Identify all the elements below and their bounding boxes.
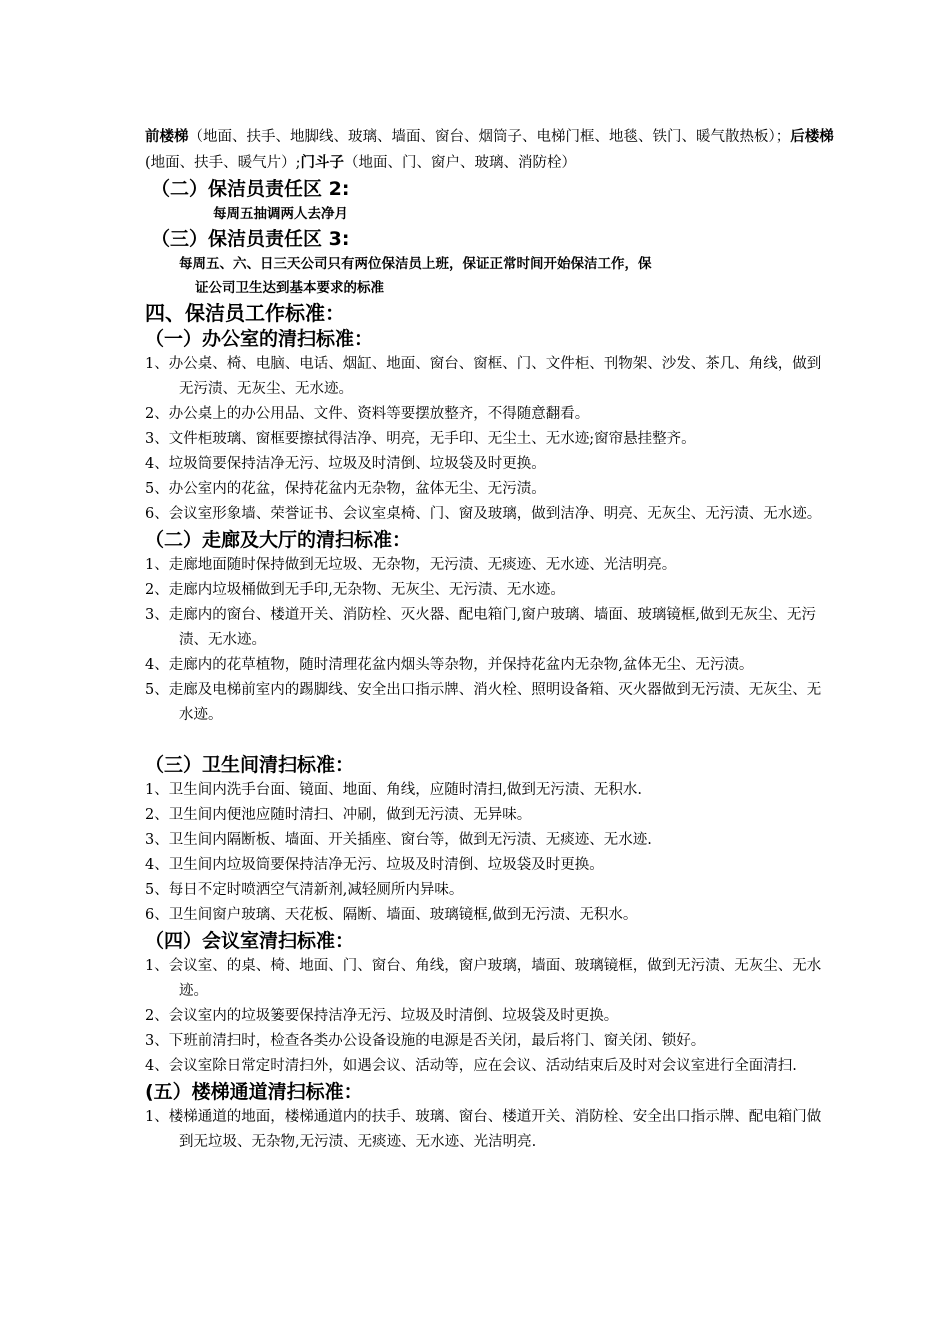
- list-item: 5、走廊及电梯前室内的踢脚线、安全出口指示牌、消火栓、照明设备箱、灭火器做到无污渍、无灰尘、无水迹。: [145, 682, 822, 723]
- zone3-note-line2: 证公司卫生达到基本要求的标准: [195, 280, 384, 296]
- office-standard-heading: （一）办公室的清扫标准：: [145, 328, 374, 350]
- list-item: 2、办公桌上的办公用品、文件、资料等要摆放整齐，不得随意翻看。: [145, 406, 590, 422]
- list-item: 3、卫生间内隔断板、墙面、开关插座、窗台等，做到无污渍、无痰迹、无水迹.: [145, 832, 652, 848]
- front-stairs-text: （地面、扶手、地脚线、玻璃、墙面、窗台、烟筒子、电梯门框、地毯、铁门、暖气散热板）；: [188, 129, 791, 145]
- list-item: 1、走廊地面随时保持做到无垃圾、无杂物，无污渍、无痰迹、无水迹、光洁明亮。: [145, 557, 677, 573]
- list-item: 1、卫生间内洗手台面、镜面、地面、角线，应随时清扫,做到无污渍、无积水.: [145, 782, 642, 798]
- document-body: [145, 124, 835, 1155]
- meeting-room-standard-list: [145, 954, 835, 1079]
- toilet-standard-heading: （三）卫生间清扫标准：: [145, 754, 355, 776]
- list-item: 5、每日不定时喷洒空气清新剂,减轻厕所内异味。: [145, 882, 464, 898]
- door-vestibule-text: （地面、门、窗户、玻璃、消防栓）: [344, 155, 577, 171]
- list-item: 3、文件柜玻璃、窗框要擦拭得洁净、明亮，无手印、无尘土、无水迹;窗帘悬挂整齐。: [145, 431, 696, 447]
- toilet-standard-list: [145, 778, 835, 928]
- list-item: 2、会议室内的垃圾篓要保持洁净无污、垃圾及时清倒、垃圾袋及时更换。: [145, 1008, 619, 1024]
- door-vestibule-label: 门斗子: [300, 154, 345, 171]
- office-standard-list: [145, 352, 835, 527]
- list-item: 5、办公室内的花盆，保持花盆内无杂物，盆体无尘、无污渍。: [145, 481, 546, 497]
- back-stairs-text: (地面、扶手、暖气片）;: [145, 155, 301, 171]
- zone1-area-list: [145, 124, 835, 176]
- list-item: 4、会议室除日常定时清扫外，如遇会议、活动等，应在会议、活动结束后及时对会议室进行全面清扫.: [145, 1058, 797, 1074]
- zone2-heading: （二）保洁员责任区 2:: [151, 178, 350, 200]
- list-item: 1、会议室、的桌、椅、地面、门、窗台、角线，窗户玻璃，墙面、玻璃镜框，做到无污渍、无灰尘、无水迹。: [145, 958, 822, 999]
- section-spacer: [145, 728, 835, 752]
- meeting-room-standard-heading: （四）会议室清扫标准：: [145, 930, 355, 952]
- list-item: 3、走廊内的窗台、楼道开关、消防栓、灭火器、配电箱门,窗户玻璃、墙面、玻璃镜框,做到无灰尘、无污渍、无水迹。: [145, 607, 816, 648]
- hall-standard-heading: （二）走廊及大厅的清扫标准：: [145, 529, 412, 551]
- list-item: 4、垃圾筒要保持洁净无污、垃圾及时清倒、垃圾袋及时更换。: [145, 456, 546, 472]
- back-stairs-label: 后楼梯: [790, 128, 834, 145]
- zone3-heading: （三）保洁员责任区 3:: [151, 228, 350, 250]
- list-item: 4、卫生间内垃圾筒要保持洁净无污、垃圾及时清倒、垃圾袋及时更换。: [145, 857, 604, 873]
- zone3-note-line1: 每周五、六、日三天公司只有两位保洁员上班，保证正常时间开始保洁工作，保: [179, 256, 652, 272]
- stairs-standard-list: [145, 1105, 835, 1155]
- section4-title: 四、保洁员工作标准：: [145, 301, 345, 325]
- list-item: 4、走廊内的花草植物，随时清理花盆内烟头等杂物，并保持花盆内无杂物,盆体无尘、无污渍。: [145, 657, 754, 673]
- zone2-note: 每周五抽调两人去净月: [213, 206, 348, 222]
- list-item: 6、会议室形象墙、荣誉证书、会议室桌椅、门、窗及玻璃，做到洁净、明亮、无灰尘、无污渍、无水迹。: [145, 506, 822, 522]
- list-item: 2、卫生间内便池应随时清扫、冲刷，做到无污渍、无异味。: [145, 807, 532, 823]
- hall-standard-list: [145, 553, 835, 728]
- list-item: 2、走廊内垃圾桶做到无手印,无杂物、无灰尘、无污渍、无水迹。: [145, 582, 565, 598]
- list-item: 1、办公桌、椅、电脑、电话、烟缸、地面、窗台、窗框、门、文件柜、刊物架、沙发、茶几、角线，做到无污渍、无灰尘、无水迹。: [145, 356, 822, 397]
- list-item: 3、下班前清扫时，检查各类办公设备设施的电源是否关闭，最后将门、窗关闭、锁好。: [145, 1033, 706, 1049]
- list-item: 6、卫生间窗户玻璃、天花板、隔断、墙面、玻璃镜框,做到无污渍、无积水。: [145, 907, 638, 923]
- list-item: 1、楼梯通道的地面，楼梯通道内的扶手、玻璃、窗台、楼道开关、消防栓、安全出口指示牌、配电箱门做到无垃圾、无杂物,无污渍、无痰迹、无水迹、光洁明亮.: [145, 1109, 822, 1150]
- stairs-standard-heading: (五）楼梯通道清扫标准：: [145, 1081, 363, 1103]
- front-stairs-label: 前楼梯: [145, 128, 189, 145]
